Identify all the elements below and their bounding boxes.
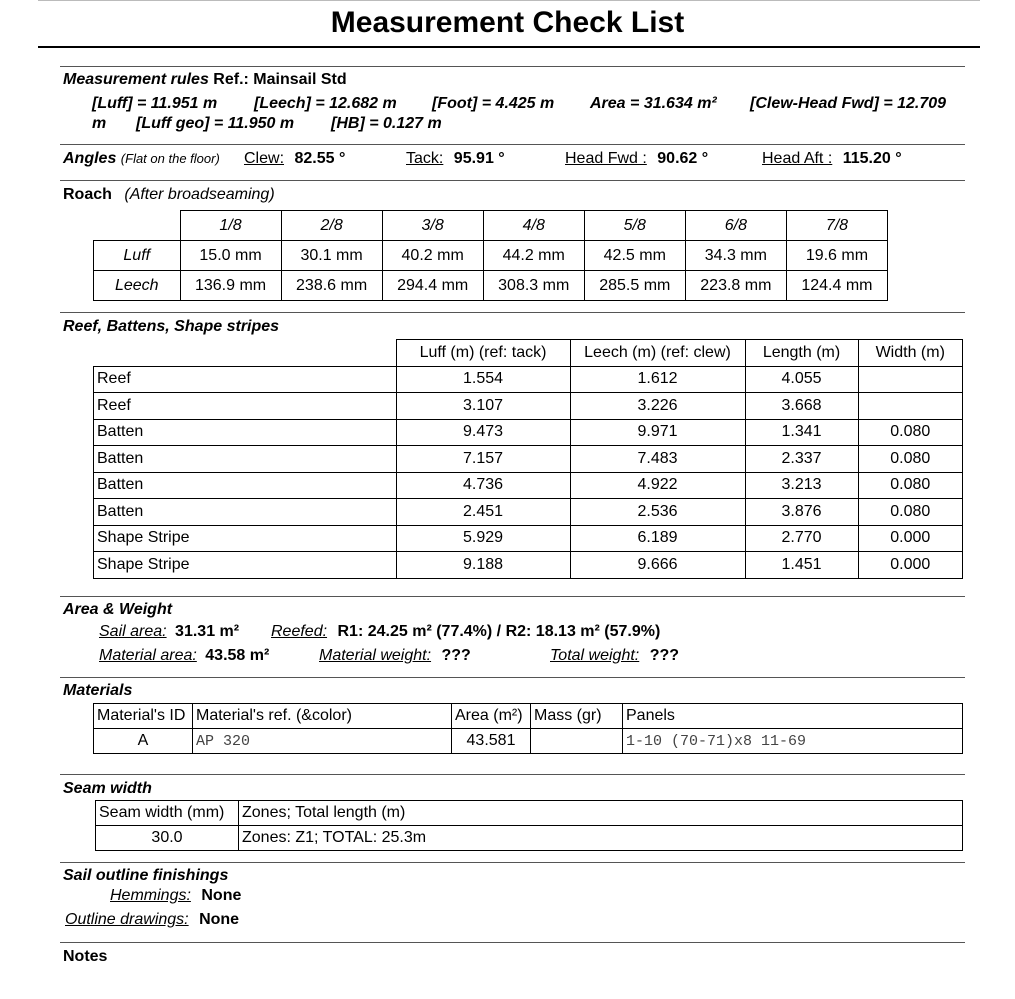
roach-row-label: Leech <box>94 271 181 301</box>
angle-tack-label: Tack: <box>406 150 444 167</box>
seam-col-header: Seam width (mm) <box>96 801 239 826</box>
reef-name: Batten <box>94 419 397 446</box>
measurement-rules-heading: Measurement rules <box>63 71 209 88</box>
title-rule <box>38 46 980 48</box>
reef-luff: 5.929 <box>396 525 570 552</box>
reefed-area <box>271 623 660 641</box>
roach-col-header: 6/8 <box>685 211 786 241</box>
notes-heading: Notes <box>63 948 108 965</box>
total-weight-value: ??? <box>649 647 680 664</box>
table-row <box>94 525 963 552</box>
angle-head-aft-value: 115.20 ° <box>842 150 902 167</box>
roach-cell: 136.9 mm <box>180 271 281 301</box>
roach-note: (After broadseaming) <box>124 186 275 203</box>
reef-length: 4.055 <box>745 366 858 393</box>
total-weight <box>550 647 679 665</box>
roach-heading: Roach <box>63 186 112 203</box>
roach-col-header: 4/8 <box>483 211 584 241</box>
reefed-label: Reefed: <box>271 623 328 640</box>
reef-width: 0.080 <box>858 472 963 499</box>
measure-foot: [Foot] = 4.425 m <box>432 95 555 112</box>
angle-clew <box>244 150 345 168</box>
materials-col-header: Material's ID <box>94 704 193 729</box>
outline-drawings-value: None <box>199 911 240 928</box>
reef-leech: 9.971 <box>570 419 745 446</box>
angle-head-aft <box>762 150 902 168</box>
outline-drawings <box>65 911 239 929</box>
reef-width <box>858 366 963 393</box>
reef-leech: 2.536 <box>570 499 745 526</box>
top-edge-rule <box>38 0 980 1</box>
reefed-value: R1: 24.25 m² (77.4%) / R2: 18.13 m² (57.9%) <box>337 623 661 640</box>
sail-area-value: 31.31 m² <box>175 623 240 640</box>
roach-header-row <box>94 211 888 241</box>
reef-header-row <box>94 340 963 367</box>
material-area-value: 43.58 m² <box>205 647 270 664</box>
material-weight-label: Material weight: <box>319 647 432 664</box>
material-area <box>99 647 269 665</box>
angles-heading: Angles <box>63 150 117 167</box>
angle-head-fwd <box>565 150 708 168</box>
reef-width: 0.080 <box>858 419 963 446</box>
materials-table <box>93 703 963 754</box>
reef-heading: Reef, Battens, Shape stripes <box>63 318 280 335</box>
reef-luff: 3.107 <box>396 393 570 420</box>
reef-width: 0.000 <box>858 525 963 552</box>
reef-leech: 3.226 <box>570 393 745 420</box>
roach-row-leech <box>94 271 888 301</box>
table-row <box>94 446 963 473</box>
section-rule <box>60 312 965 313</box>
roach-cell: 42.5 mm <box>584 241 685 271</box>
section-rule <box>60 66 965 67</box>
reef-leech: 9.666 <box>570 552 745 579</box>
measurement-rules-header <box>63 71 347 89</box>
section-rule <box>60 942 965 943</box>
page-title: Measurement Check List <box>330 6 685 39</box>
reef-name: Batten <box>94 499 397 526</box>
reef-length: 3.668 <box>745 393 858 420</box>
reef-name: Batten <box>94 472 397 499</box>
angle-head-fwd-label: Head Fwd : <box>565 150 647 167</box>
reef-col-header: Width (m) <box>858 340 963 367</box>
materials-heading: Materials <box>63 682 133 699</box>
roach-col-header: 5/8 <box>584 211 685 241</box>
table-row <box>94 366 963 393</box>
measure-luff-geo: [Luff geo] = 11.950 m <box>136 115 295 132</box>
material-area: 43.581 <box>452 729 531 754</box>
roach-cell: 308.3 mm <box>483 271 584 301</box>
total-weight-label: Total weight: <box>550 647 640 664</box>
roach-row-luff <box>94 241 888 271</box>
reef-luff: 4.736 <box>396 472 570 499</box>
roach-cell: 223.8 mm <box>685 271 786 301</box>
measurement-rules-ref: Ref.: Mainsail Std <box>213 71 347 88</box>
materials-col-header: Panels <box>623 704 963 729</box>
section-rule <box>60 862 965 863</box>
angle-head-fwd-value: 90.62 ° <box>657 150 709 167</box>
reef-length: 2.337 <box>745 446 858 473</box>
roach-cell: 238.6 mm <box>281 271 382 301</box>
hemmings-label: Hemmings: <box>110 887 191 904</box>
reef-corner <box>94 340 397 367</box>
roach-col-header: 1/8 <box>180 211 281 241</box>
material-id: A <box>94 729 193 754</box>
reef-length: 1.341 <box>745 419 858 446</box>
table-row <box>96 826 963 851</box>
roach-col-header: 3/8 <box>382 211 483 241</box>
roach-corner <box>94 211 181 241</box>
material-area-label: Material area: <box>99 647 197 664</box>
material-panels: 1-10 (70-71)x8 11-69 <box>623 729 963 754</box>
reef-leech: 4.922 <box>570 472 745 499</box>
roach-col-header: 7/8 <box>786 211 887 241</box>
reef-luff: 7.157 <box>396 446 570 473</box>
reef-leech: 6.189 <box>570 525 745 552</box>
reef-name: Batten <box>94 446 397 473</box>
reef-col-header: Luff (m) (ref: tack) <box>396 340 570 367</box>
roach-row-label: Luff <box>94 241 181 271</box>
area-weight-heading: Area & Weight <box>63 601 173 618</box>
measure-clew-head: [Clew-Head Fwd] = 12.709 <box>750 95 947 112</box>
angles-header <box>63 150 220 168</box>
reef-col-header: Leech (m) (ref: clew) <box>570 340 745 367</box>
reef-width: 0.000 <box>858 552 963 579</box>
roach-cell: 294.4 mm <box>382 271 483 301</box>
reef-leech: 7.483 <box>570 446 745 473</box>
seam-col-header: Zones; Total length (m) <box>239 801 963 826</box>
seam-header-row <box>96 801 963 826</box>
roach-table <box>93 210 888 301</box>
material-ref: AP 320 <box>193 729 452 754</box>
roach-cell: 44.2 mm <box>483 241 584 271</box>
reef-table <box>93 339 963 579</box>
measure-hb: [HB] = 0.127 m <box>331 115 442 132</box>
measure-clew-head-unit: m <box>92 115 107 132</box>
reef-width: 0.080 <box>858 499 963 526</box>
materials-col-header: Area (m²) <box>452 704 531 729</box>
seam-table <box>95 800 963 851</box>
reef-width: 0.080 <box>858 446 963 473</box>
section-rule <box>60 180 965 181</box>
roach-cell: 15.0 mm <box>180 241 281 271</box>
reef-name: Shape Stripe <box>94 552 397 579</box>
measure-leech: [Leech] = 12.682 m <box>254 95 397 112</box>
reef-length: 2.770 <box>745 525 858 552</box>
roach-cell: 34.3 mm <box>685 241 786 271</box>
material-weight-value: ??? <box>441 647 471 664</box>
angle-head-aft-label: Head Aft : <box>762 150 833 167</box>
reef-name: Reef <box>94 393 397 420</box>
materials-col-header: Material's ref. (&color) <box>193 704 452 729</box>
section-rule <box>60 144 965 145</box>
seam-zones-value: Zones: Z1; TOTAL: 25.3m <box>239 826 963 851</box>
table-row <box>94 552 963 579</box>
reef-luff: 9.473 <box>396 419 570 446</box>
section-rule <box>60 596 965 597</box>
reef-luff: 2.451 <box>396 499 570 526</box>
roach-cell: 285.5 mm <box>584 271 685 301</box>
table-row <box>94 729 963 754</box>
section-rule <box>60 677 965 678</box>
roach-cell: 19.6 mm <box>786 241 887 271</box>
measure-area: Area = 31.634 m² <box>590 95 717 112</box>
roach-cell: 40.2 mm <box>382 241 483 271</box>
reef-col-header: Length (m) <box>745 340 858 367</box>
seam-heading: Seam width <box>63 780 152 797</box>
material-weight <box>319 647 471 665</box>
table-row <box>94 472 963 499</box>
sail-area-label: Sail area: <box>99 623 167 640</box>
outline-drawings-label: Outline drawings: <box>65 911 189 928</box>
reef-width <box>858 393 963 420</box>
reef-leech: 1.612 <box>570 366 745 393</box>
reef-name: Shape Stripe <box>94 525 397 552</box>
roach-cell: 30.1 mm <box>281 241 382 271</box>
roach-cell: 124.4 mm <box>786 271 887 301</box>
table-row <box>94 499 963 526</box>
angles-note: (Flat on the floor) <box>120 151 220 166</box>
hemmings <box>110 887 241 905</box>
reef-length: 3.213 <box>745 472 858 499</box>
table-row <box>94 393 963 420</box>
angle-clew-value: 82.55 ° <box>294 150 346 167</box>
table-row <box>94 419 963 446</box>
hemmings-value: None <box>201 887 242 904</box>
reef-luff: 9.188 <box>396 552 570 579</box>
angle-tack-value: 95.91 ° <box>453 150 505 167</box>
angle-tack <box>406 150 505 168</box>
reef-luff: 1.554 <box>396 366 570 393</box>
roach-col-header: 2/8 <box>281 211 382 241</box>
materials-col-header: Mass (gr) <box>531 704 623 729</box>
seam-width-value: 30.0 <box>96 826 239 851</box>
reef-length: 1.451 <box>745 552 858 579</box>
measure-luff: [Luff] = 11.951 m <box>92 95 218 112</box>
material-mass <box>531 729 623 754</box>
roach-header <box>63 186 275 204</box>
materials-header-row <box>94 704 963 729</box>
reef-name: Reef <box>94 366 397 393</box>
finishings-heading: Sail outline finishings <box>63 867 229 884</box>
angle-clew-label: Clew: <box>244 150 285 167</box>
section-rule <box>60 774 965 775</box>
reef-length: 3.876 <box>745 499 858 526</box>
sail-area <box>99 623 239 641</box>
